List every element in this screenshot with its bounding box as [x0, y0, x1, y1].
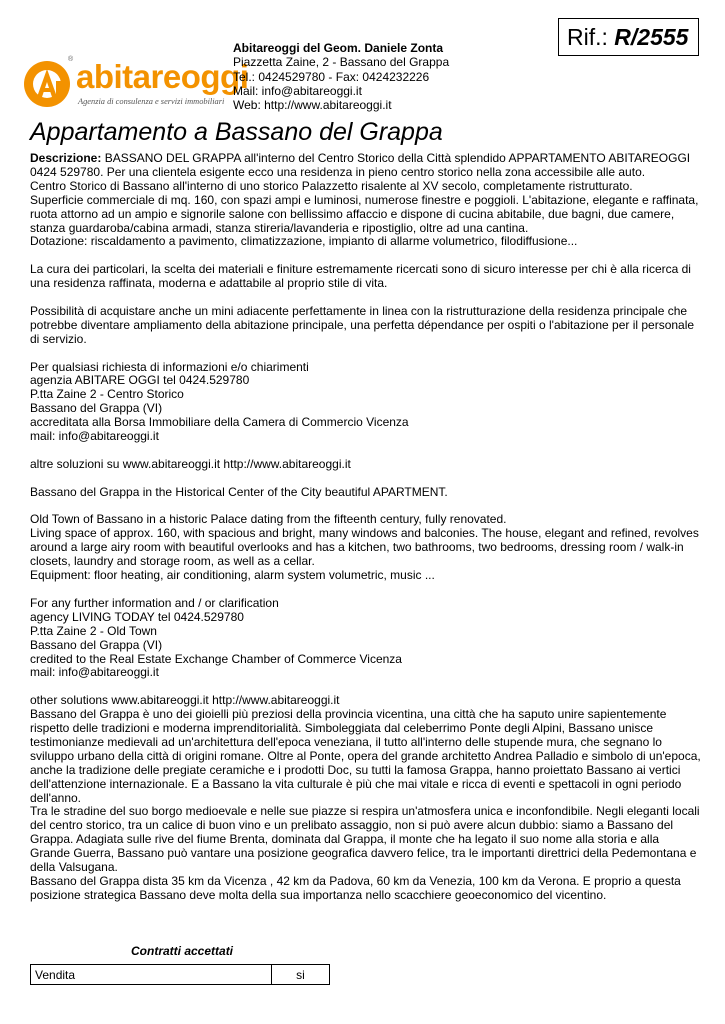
contact-line: credited to the Real Estate Exchange Chamber of Commerce Vicenza	[30, 651, 402, 666]
logo-tagline: Agenzia di consulenza e servizi immobiliari	[78, 97, 225, 106]
logo-wordmark-oggi: oggi	[180, 58, 249, 95]
contact-line: P.tta Zaine 2 - Old Town	[30, 623, 157, 638]
logo-wordmark-abitare: abitare	[76, 58, 181, 95]
paragraph: Bassano del Grappa dista 35 km da Vicenza , 42 km da Padova, 60 km da Venezia, 100 km da Verona. E proprio a questa posizione strategica Bassano deve molta della sua importanza nello scacchiere geoeconomico del vicentino.	[30, 874, 681, 902]
paragraph: Old Town of Bassano in a historic Palace dating from the fifteenth century, fully renovated.	[30, 512, 507, 527]
reference-label: Rif.:	[567, 24, 615, 50]
paragraph: Bassano del Grappa è uno dei gioielli più preziosi della provincia vicentina, una città che ha saputo unire sapientemente rispetto delle tradizioni e moderna imprenditorialità. Simboleggiata dal celeberrimo Ponte degli Alpini, Bassano unisce testimonianze medievali ad un'architettura dell'epoca veneziana, il tutto all'interno delle stupende mura, che segnano lo sviluppo urbano della città di origini romane. Oltre al Ponte, opera del grande architetto Andrea Palladio e simbolo di un'epoca, anche la tradizione delle pregiate ceramiche e i prodotti Doc, su tutti la famosa Grappa, hanno proiettato Bassano ai vertici dell'attenzione internazionale. E a Bassano la vita culturale è più che mai vitale e ricca di eventi e spettacoli in ogni periodo dell'anno.	[30, 707, 701, 805]
description-label: Descrizione:	[30, 151, 102, 165]
contact-line: P.tta Zaine 2 - Centro Storico	[30, 387, 184, 402]
paragraph: La cura dei particolari, la scelta dei materiali e finiture estremamente ricercati sono di sicuro interesse per chi è alla ricerca di una residenza raffinata, moderna e adattabile al proprio stile di vita.	[30, 262, 691, 291]
contact-line: Bassano del Grappa (VI)	[30, 637, 163, 652]
agency-mail: Mail: info@abitareoggi.it	[233, 83, 362, 98]
description-body	[30, 152, 702, 903]
paragraph: Centro Storico di Bassano all'interno di uno storico Palazzetto risalente al XV secolo, completamente ristrutturato.	[30, 178, 633, 193]
contact-line: agenzia ABITARE OGGI tel 0424.529780	[30, 373, 250, 388]
contact-line: agency LIVING TODAY tel 0424.529780	[30, 609, 244, 624]
logo-registered-mark: ®	[68, 56, 74, 63]
logo-wordmark	[76, 58, 248, 96]
paragraph: Possibilità di acquistare anche un mini adiacente perfettamente in linea con la ristrutturazione della residenza principale che potrebbe diventare ampliamento della abitazione principale, una perfetta dépendance per ospiti o l'abitazione per il personale di servizio.	[30, 303, 695, 346]
contact-line: Per qualsiasi richiesta di informazioni e/o chiarimenti	[30, 359, 309, 374]
contact-line: accreditata alla Borsa Immobiliare della Camera di Commercio Vicenza	[30, 415, 409, 430]
contact-line: Bassano del Grappa (VI)	[30, 401, 163, 416]
reference-code: R/2555	[614, 24, 689, 50]
contract-type-cell: Vendita	[31, 965, 272, 985]
reference-box	[558, 18, 699, 56]
contracts-title: Contratti accettati	[131, 944, 234, 958]
contact-line: mail: info@abitareoggi.it	[30, 665, 159, 680]
company-logo	[22, 55, 249, 113]
agency-info	[233, 41, 449, 112]
agency-phone: Tel.: 0424529780 - Fax: 0424232226	[233, 69, 430, 84]
page-title: Appartamento a Bassano del Grappa	[30, 118, 443, 146]
logo-mark-icon	[22, 55, 72, 113]
agency-web: Web: http://www.abitareoggi.it	[233, 98, 392, 113]
agency-address: Piazzetta Zaine, 2 - Bassano del Grappa	[233, 55, 450, 70]
contact-line: mail: info@abitareoggi.it	[30, 429, 159, 444]
description-intro	[30, 152, 702, 180]
paragraph: Tra le stradine del suo borgo medioevale e nelle sue piazze si respira un'atmosfera unica e inconfondibile. Negli eleganti locali del centro storico, tra un calice di buon vino e un prelibato assaggio, non si può avere alcun dubbio: siamo a Bassano del Grappa. Adagiata sulle rive del fiume Brenta, dominata dal Grappa, il monte che ha legato il suo nome alla storia e alla Grande Guerra, Bassano può vantare una posizione geografica davvero felice, tra le importanti direttrici della Pedemontana e della Valsugana.	[30, 804, 700, 875]
table-row	[31, 965, 330, 985]
paragraph: Living space of approx. 160, with spacious and bright, many windows and balconies. The house, elegant and refined, revolves around a large airy room with beautiful overlooks and has a kitchen, two bathrooms, two bedrooms, dressing room / walk-in closets, laundry and storage room, as well as a cellar.	[30, 526, 699, 569]
contact-line: For any further information and / or clarification	[30, 595, 279, 610]
agency-name: Abitareoggi del Geom. Daniele Zonta	[233, 41, 444, 55]
paragraph: Bassano del Grappa in the Historical Center of the City beautiful APARTMENT.	[30, 484, 448, 499]
description-intro-text: BASSANO DEL GRAPPA all'interno del Centro Storico della Città splendido APPARTAMENTO ABITAREOGGI 0424 529780. Per una clientela esigente ecco una residenza in pieno centro storico nella zona accessibile alle auto.	[30, 151, 691, 179]
paragraph: other solutions www.abitareoggi.it http://www.abitareoggi.it	[30, 693, 340, 708]
paragraph: Equipment: floor heating, air conditioning, alarm system volumetric, music ...	[30, 568, 435, 583]
contracts-table	[30, 964, 330, 985]
paragraph: Dotazione: riscaldamento a pavimento, climatizzazione, impianto di allarme volumetrico, filodiffusione...	[30, 234, 578, 249]
contract-value-cell: si	[272, 965, 330, 985]
paragraph: Superficie commerciale di mq. 160, con spazi ampi e luminosi, numerose finestre e poggioli. L'abitazione, elegante e raffinata, ruota attorno ad un ampio e signorile salone con bellissimo affaccio e dispone di cucina abitabile, due bagni, due camere, stanza guardaroba/cabina armadi, stanza stireria/lavanderia e ripostiglio, oltre ad una cantina.	[30, 192, 699, 235]
paragraph: altre soluzioni su www.abitareoggi.it http://www.abitareoggi.it	[30, 456, 351, 471]
